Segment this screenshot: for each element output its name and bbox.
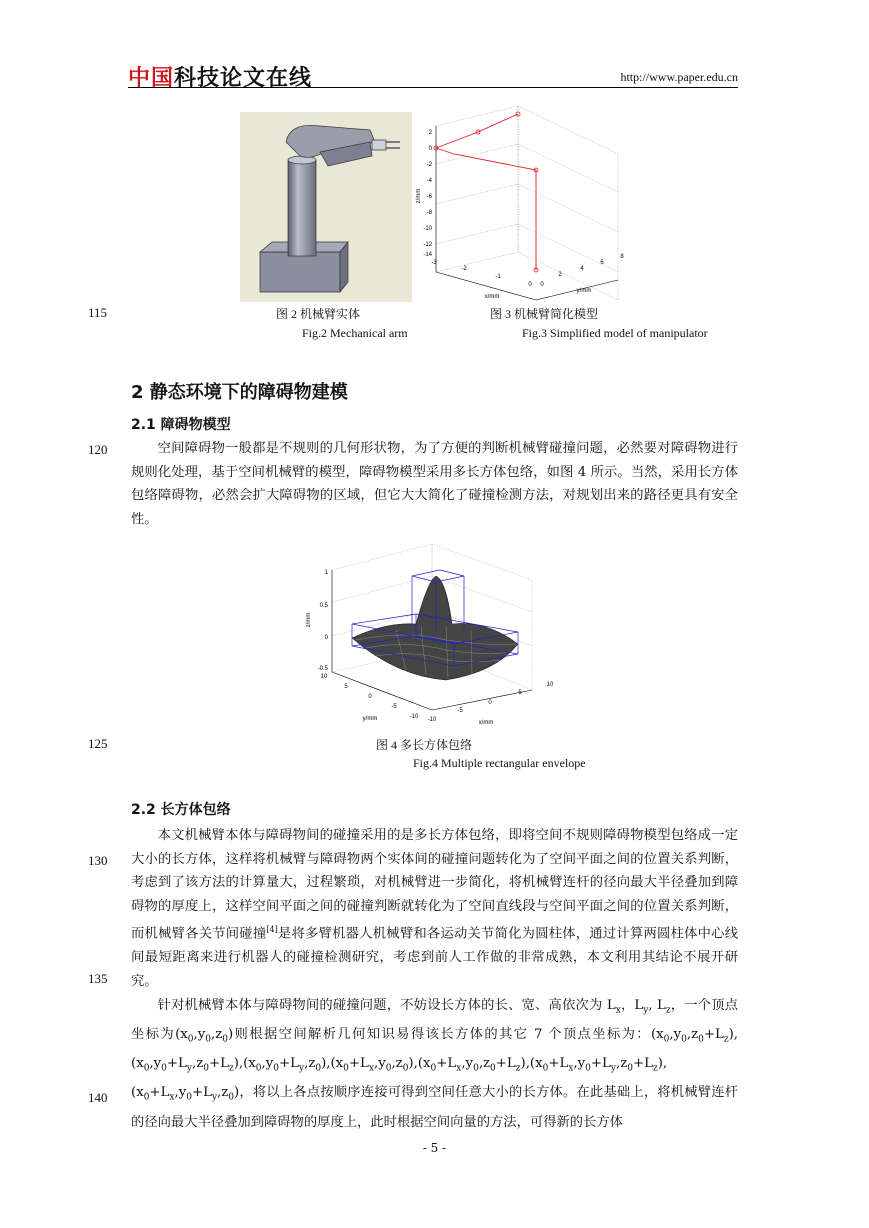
y-tick: 0	[540, 282, 544, 288]
x-tick: 10	[546, 682, 554, 688]
z-tick: -0.5	[317, 666, 328, 672]
header-rule	[128, 87, 738, 88]
line-number: 140	[88, 1090, 108, 1105]
page-number: - 5 -	[422, 1141, 447, 1155]
z-tick: -2	[426, 162, 432, 168]
fig3-plot	[408, 104, 628, 304]
section-heading: 2 静态环境下的障碍物建模	[131, 382, 348, 403]
line-number: 135	[88, 971, 108, 986]
x-tick: -2	[461, 266, 467, 272]
y-tick: 6	[600, 260, 604, 266]
y-tick: -5	[391, 704, 397, 710]
z-tick: -6	[426, 194, 432, 200]
y-axis-label: y/mm	[576, 288, 592, 294]
x-tick: -10	[427, 717, 437, 723]
paragraph-rectangular-envelope: 本文机械臂本体与障碍物间的碰撞采用的是多长方体包络，即将空间不规则障碍物模型包络成一定大小的长方体，这样将机械臂与障碍物两个实体间的碰撞问题转化为了空间平面之间的位置关系判断，考虑到了该方法的计算量大，过程繁琐，对机械臂进一步简化，将机械臂连杆的径向最大半径叠加到障碍物的厚度上，这样空间平面之间的碰撞判断就转化为了空间直线段与空间平面之间的位置关系判断，而机械臂各关节间碰撞[4]是将多臂机器人机械臂和各运动关节简化为圆柱体，通过计算两圆柱体中心线间最短距离来进行机器人的碰撞检测研究，考虑到前人工作做的非常成熟，本文利用其结论不展开研究。 针对机械臂本体与障碍物间的碰撞问题，不妨设长方体的长、宽、高依次为 $L_x$，$L_y$, $L_z$，一个顶点坐标为$(x_0,y_0,z_0)$则根据空间解析几何知识易得该长方体的其它 7 个顶点坐标为：$(x_0,y_0,z_0+L_z),(x_0,y_0+L_y,z_0+L_z),(x_0,y_0+L_y,z_0),(x_0+L_x,y_0,z_0),(x_0+L_x,y_0,z_0+L_z),(x_0+L_x,y_0+L_y,z_0+L_z),(x_0+L_x,y_0+L_y,z_0)$，将以上各点按顺序连接可得到空间任意大小的长方体。在此基础上，将机械臂连杆的径向最大半径叠加到障碍物的厚度上，此时根据空间向量的方法，可得新的长方体	[131, 824, 738, 1134]
z-tick: -14	[423, 252, 432, 258]
fig3-caption-cn: 图 3 机械臂简化模型	[490, 307, 599, 321]
z-tick: 1	[324, 570, 328, 576]
z-tick: -12	[423, 242, 432, 248]
subsection-heading-2-2: 2.2 长方体包络	[131, 802, 231, 818]
x-tick: -3	[431, 260, 437, 266]
y-axis-label: y/mm	[362, 716, 378, 722]
y-tick: -10	[409, 714, 419, 720]
paragraph-vertex-coordinates: 针对机械臂本体与障碍物间的碰撞问题，不妨设长方体的长、宽、高依次为 $L_x$，$L_y$, $L_z$，一个顶点坐标为$(x_0,y_0,z_0)$则根据空间解析几何知识易得该长方体的其它 7 个顶点坐标为：$(x_0,y_0,z_0+L_z),(x_0,y_0+L_y,z_0+L_z),(x_0,y_0+L_y,z_0),(x_0+L_x,y_0,z_0),(x_0+L_x,y_0,z_0+L_z),(x_0+L_x,y_0+L_y,z_0+L_z),(x_0+L_x,y_0+L_y,z_0)$，将以上各点按顺序连接可得到空间任意大小的长方体。在此基础上，将机械臂连杆的径向最大半径叠加到障碍物的厚度上，此时根据空间向量的方法，可得新的长方体	[131, 997, 739, 1130]
header-url[interactable]: http://www.paper.edu.cn	[620, 70, 738, 84]
y-tick: 10	[320, 674, 328, 680]
x-tick: 5	[518, 690, 522, 696]
x-axis-label: x/mm	[484, 294, 500, 300]
x-tick: 0	[488, 700, 492, 706]
y-tick: 5	[344, 684, 348, 690]
z-axis-label: z/mm	[306, 612, 312, 628]
x-tick: -5	[457, 708, 463, 714]
fig4-caption-en: Fig.4 Multiple rectangular envelope	[413, 756, 586, 770]
z-tick: -4	[426, 178, 432, 184]
z-tick: -8	[426, 210, 432, 216]
y-tick: 0	[368, 694, 372, 700]
fig4-plot	[296, 540, 576, 730]
z-tick: 0	[428, 146, 432, 152]
line-number: 115	[88, 305, 108, 320]
paragraph-obstacle-model: 空间障碍物一般都是不规则的几何形状物，为了方便的判断机械臂碰撞问题，必然要对障碍物进行规则化处理，基于空间机械臂的模型，障碍物模型采用多长方体包络，如图 4 所示。当然，采用长方体包络障碍物，必然会扩大障碍物的区域，但它大大简化了碰撞检测方法，对规划出来的路径更具有安全性。	[131, 441, 738, 527]
citation-ref[interactable]: [4]	[266, 925, 278, 935]
x-tick: 0	[528, 282, 532, 288]
z-tick: -10	[423, 226, 432, 232]
z-tick: 0	[324, 635, 328, 641]
line-number: 130	[88, 853, 108, 868]
z-axis-label: z/mm	[416, 188, 422, 204]
arm-path	[436, 114, 518, 148]
fig3-caption-en: Fig.3 Simplified model of manipulator	[522, 326, 708, 340]
subsection-heading-2-1: 2.1 障碍物模型	[131, 417, 231, 433]
fig2-caption-cn: 图 2 机械臂实体	[276, 307, 361, 321]
y-tick: 8	[620, 254, 624, 260]
z-tick: 2	[428, 130, 432, 136]
line-number: 120	[88, 442, 108, 457]
y-tick: 2	[558, 272, 562, 278]
line-number: 125	[88, 736, 108, 751]
x-axis-label: x/mm	[478, 720, 494, 726]
fig2-caption-en: Fig.2 Mechanical arm	[302, 326, 408, 340]
fig2-image	[240, 112, 412, 302]
fig4-caption-cn: 图 4 多长方体包络	[376, 738, 473, 752]
y-tick: 4	[580, 266, 584, 272]
site-logo: 中国科技论文在线	[128, 66, 313, 91]
obstacle-surface	[352, 576, 518, 680]
z-tick: 0.5	[319, 603, 328, 609]
x-tick: -1	[495, 274, 501, 280]
